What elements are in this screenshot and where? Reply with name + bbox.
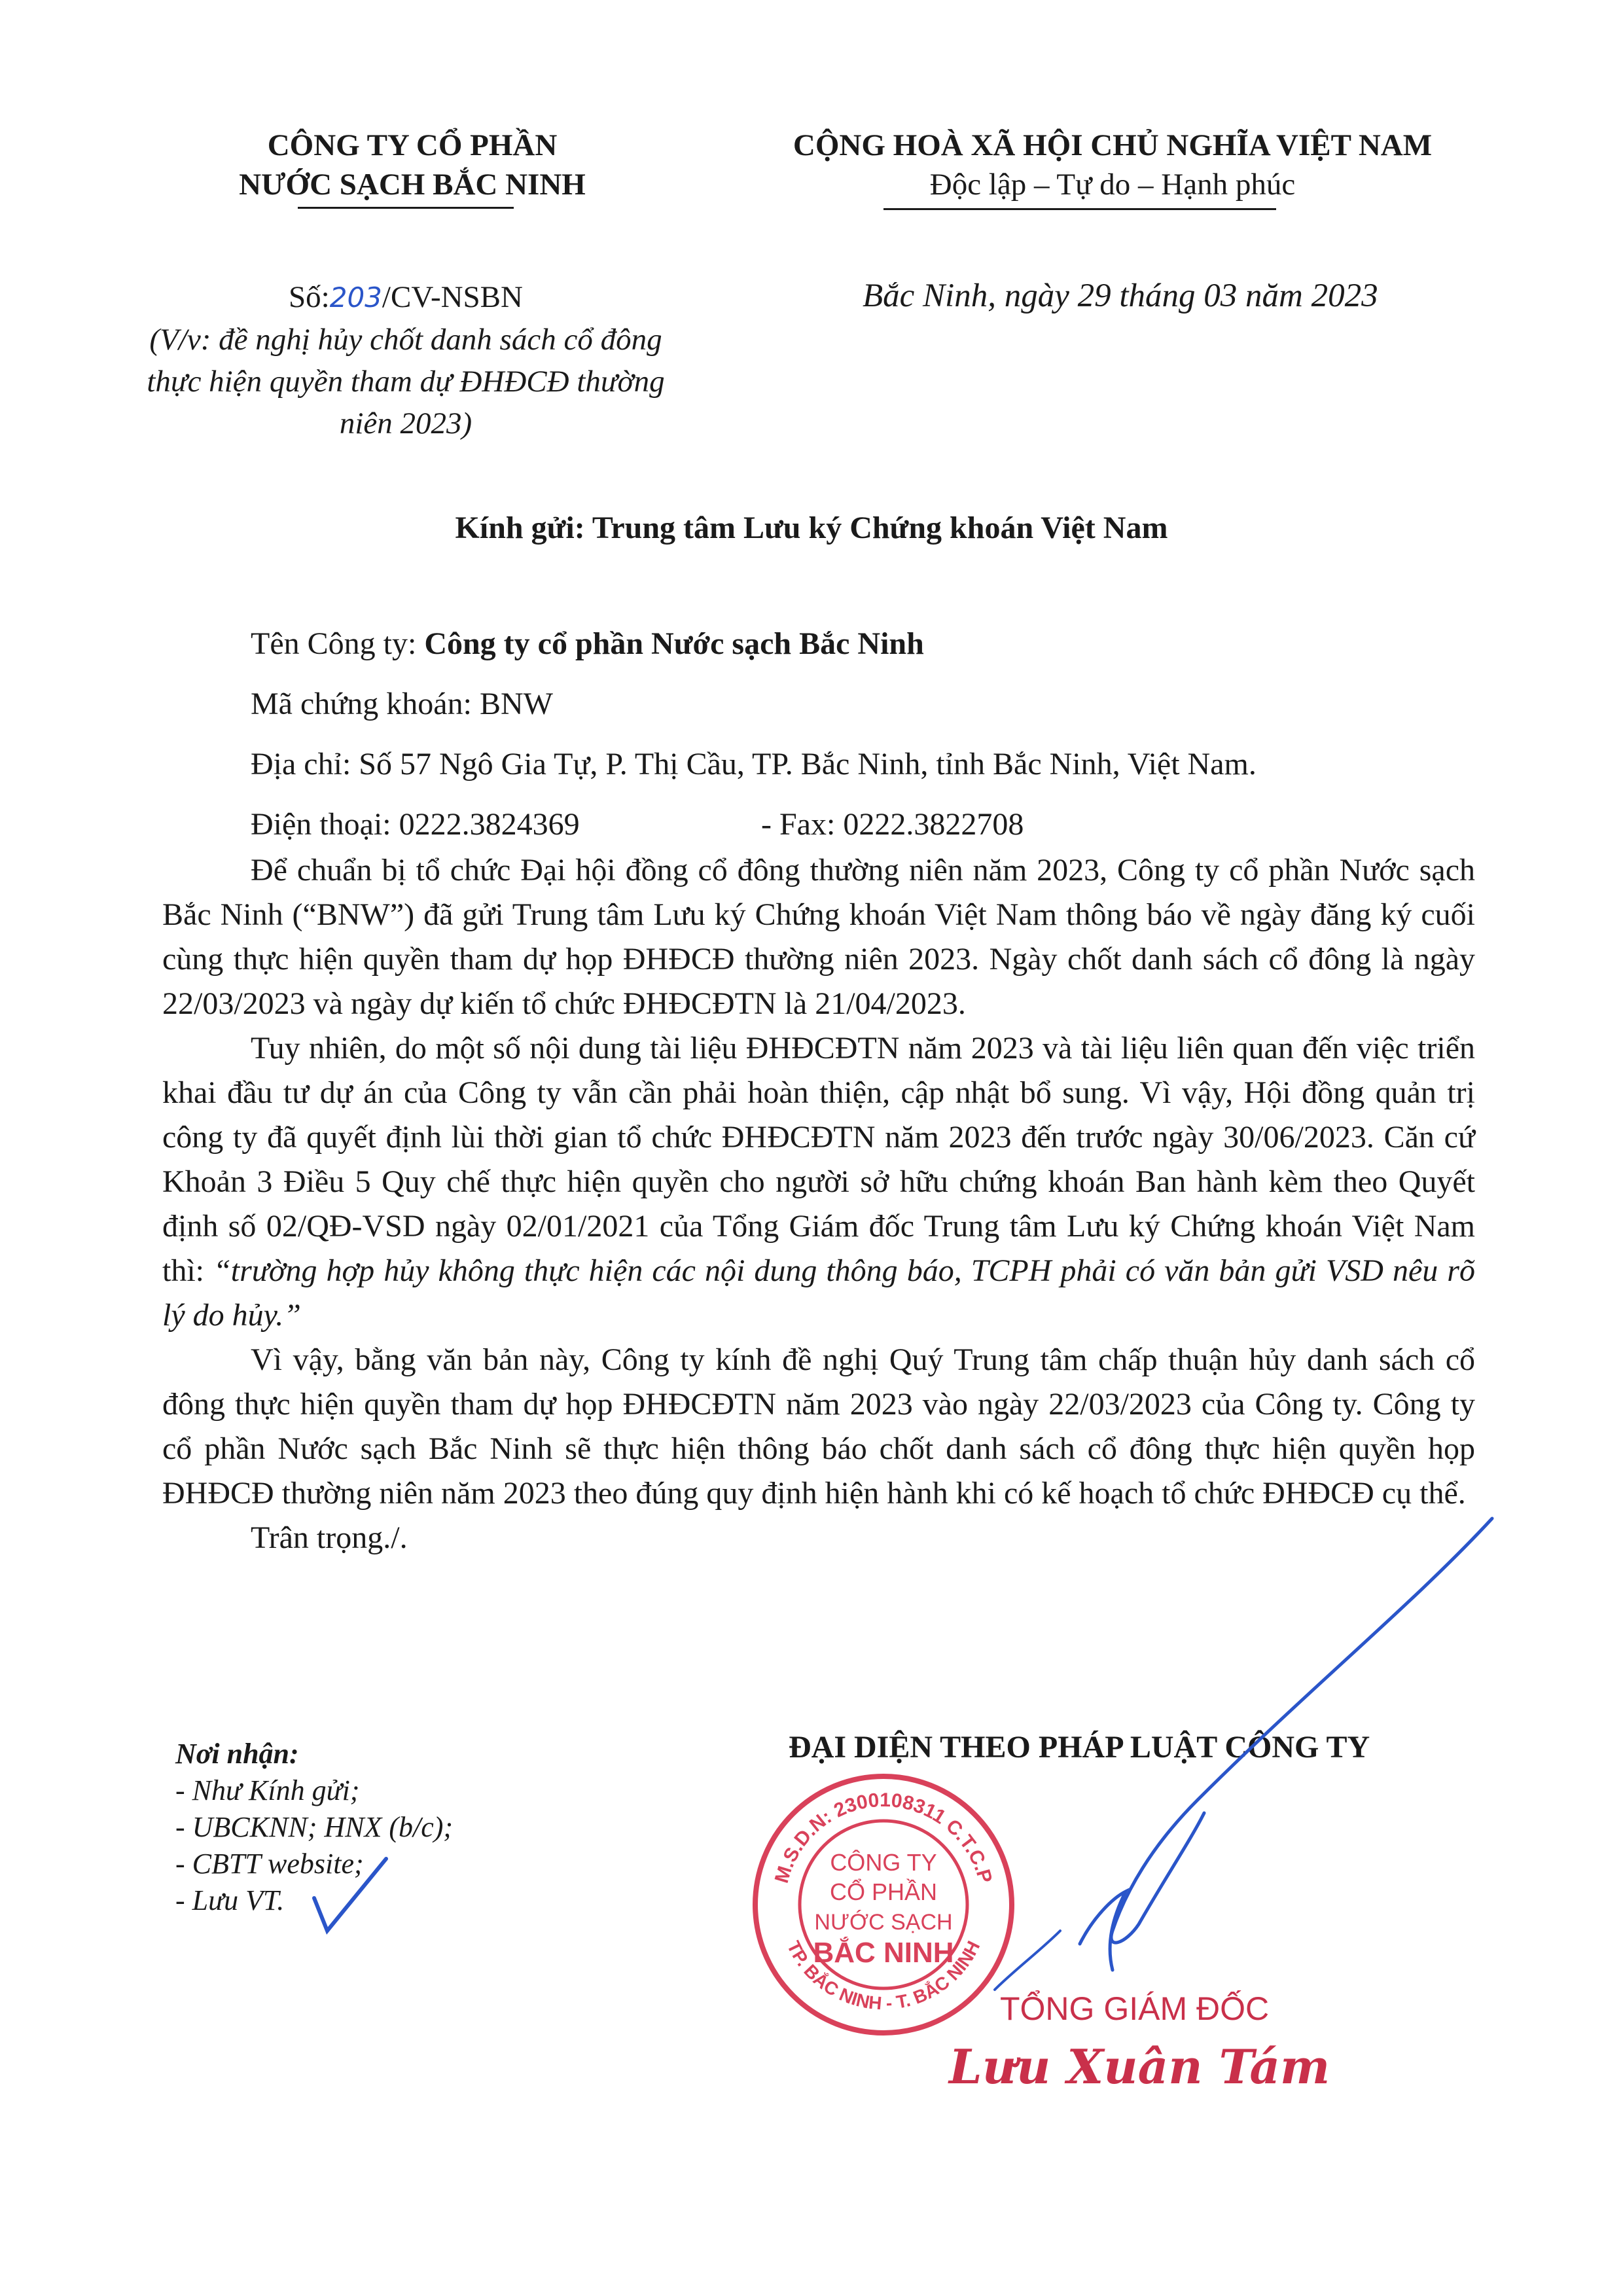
paragraph-3: Vì vậy, bằng văn bản này, Công ty kính đề nghị Quý Trung tâm chấp thuận hủy danh sách cổ đông thực hiện quyền tham dự họp ĐHĐCĐTN năm 2023 vào ngày 22/03/2023 của Công ty. Công ty cổ phần Nước sạch Bắc Ninh sẽ thực hiện thông báo chốt danh sách cổ đông thực hiện quyền họp ĐHĐCĐ thường niên năm 2023 theo đúng quy định hiện hành khi có kế hoạch tổ chức ĐHĐCĐ cụ thể.: [162, 1342, 1475, 1511]
check-mark-icon: [301, 1852, 393, 1950]
reference-subject: (V/v: đề nghị hủy chốt danh sách cổ đông thực hiện quyền tham dự ĐHĐCĐ thường niên 2023): [147, 323, 665, 440]
reference-number: Số:203/CV-NSBN: [289, 280, 523, 314]
reference-block: [137, 276, 674, 444]
regulation-quote: “trường hợp hủy không thực hiện các nội dung thông báo, TCPH phải có văn bản gửi VSD nêu rõ lý do hủy.”: [162, 1253, 1475, 1333]
director-name: Lưu Xuân Tám: [949, 2039, 1330, 2094]
stock-code: Mã chứng khoán: BNW: [251, 687, 553, 721]
company-header: [164, 126, 661, 204]
signature-icon: [916, 1473, 1571, 1996]
recipient-item: - Lưu VT.: [175, 1884, 285, 1916]
company-address: Địa chỉ: Số 57 Ngô Gia Tự, P. Thị Cầu, TP. Bắc Ninh, tỉnh Bắc Ninh, Việt Nam.: [251, 747, 1257, 781]
seal-ring-bottom: TP. BẮC NINH - T. BẮC NINH: [783, 1937, 984, 2014]
national-motto-underline: [883, 208, 1276, 210]
seal-line3: NƯỚC SẠCH: [814, 1910, 953, 1935]
company-phone: Điện thoại: 0222.3824369: [251, 807, 580, 842]
recipients-list: [175, 1772, 633, 1919]
company-name-line: Tên Công ty: Công ty cổ phần Nước sạch Bắc Ninh: [251, 626, 924, 661]
seal-line2: CỔ PHẦN: [829, 1878, 938, 1905]
seal-ring-top: M.S.D.N: 2300108311 C.T.C.P: [770, 1789, 997, 1886]
company-header-underline: [298, 207, 514, 209]
recipient-item: - CBTT website;: [175, 1848, 364, 1880]
company-header-line1: CÔNG TY CỔ PHẦN: [267, 128, 558, 162]
national-title: CỘNG HOÀ XÃ HỘI CHỦ NGHĨA VIỆT NAM: [793, 128, 1433, 162]
paragraph-2: Tuy nhiên, do một số nội dung tài liệu ĐHĐCĐTN năm 2023 và tài liệu liên quan đến việc triển khai đầu tư dự án của Công ty vẫn cần phải hoàn thiện, cập nhật bổ sung. Vì vậy, Hội đồng quản trị công ty đã quyết định lùi thời gian tổ chức ĐHĐCĐTN năm 2023 đến trước ngày 30/06/2023. Căn cứ Khoản 3 Điều 5 Quy chế thực hiện quyền cho người sở hữu chứng khoán Ban hành kèm theo Quyết định số 02/QĐ-VSD ngày 02/01/2021 của Tổng Giám đốc Trung tâm Lưu ký Chứng khoán Việt Nam thì: “trường hợp hủy không thực hiện các nội dung thông báo, TCPH phải có văn bản gửi VSD nêu rõ lý do hủy.”: [162, 1031, 1475, 1333]
national-header: [720, 126, 1505, 204]
national-motto: Độc lập – Tự do – Hạnh phúc: [929, 168, 1296, 202]
company-info: [251, 623, 924, 665]
recipients-title: Nơi nhận:: [175, 1738, 299, 1770]
director-position: TỔNG GIÁM ĐỐC: [1000, 1990, 1270, 2027]
company-fax: - Fax: 0222.3822708: [761, 807, 1024, 842]
company-header-line2: NƯỚC SẠCH BẮC NINH: [239, 168, 586, 202]
letter-body: [162, 848, 1475, 1560]
paragraph-1: Để chuẩn bị tổ chức Đại hội đồng cổ đông thường niên năm 2023, Công ty cổ phần Nước sạch Bắc Ninh (“BNW”) đã gửi Trung tâm Lưu ký Chứng khoán Việt Nam thông báo về ngày đăng ký cuối cùng thực hiện quyền tham dự họp ĐHĐCĐ thường niên 2023. Ngày chốt danh sách cổ đông là ngày 22/03/2023 và ngày dự kiến tổ chức ĐHĐCĐTN là 21/04/2023.: [162, 853, 1475, 1021]
signature-title: ĐẠI DIỆN THEO PHÁP LUẬT CÔNG TY: [789, 1730, 1370, 1765]
seal-line4: BẮC NINH: [813, 1937, 954, 1969]
addressee: Kính gửi: Trung tâm Lưu ký Chứng khoán Việt Nam: [455, 511, 1168, 545]
place-date: Bắc Ninh, ngày 29 tháng 03 năm 2023: [863, 278, 1378, 314]
seal-line1: CÔNG TY: [830, 1849, 937, 1876]
recipient-item: - UBCKNN; HNX (b/c);: [175, 1811, 454, 1843]
recipients: [175, 1736, 633, 1919]
reference-number-handwritten: 203: [329, 281, 382, 314]
recipient-item: - Như Kính gửi;: [175, 1774, 360, 1806]
closing: Trân trọng./.: [251, 1520, 408, 1555]
